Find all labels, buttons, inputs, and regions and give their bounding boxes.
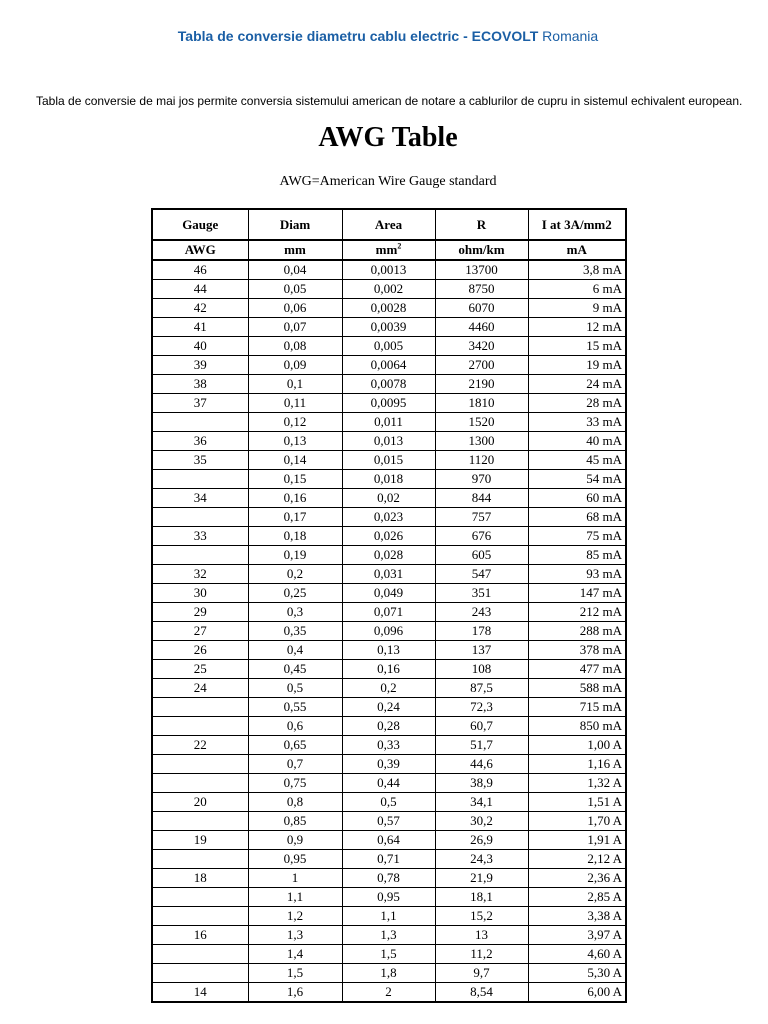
cell-gauge (152, 755, 248, 774)
cell-r: 757 (435, 508, 528, 527)
cell-diam: 0,05 (248, 280, 342, 299)
unit-gauge: AWG (152, 240, 248, 260)
cell-gauge: 27 (152, 622, 248, 641)
header-r: R (435, 209, 528, 240)
cell-area: 2 (342, 983, 435, 1003)
cell-current: 54 mA (528, 470, 626, 489)
cell-r: 1810 (435, 394, 528, 413)
cell-diam: 0,3 (248, 603, 342, 622)
cell-diam: 0,18 (248, 527, 342, 546)
cell-area: 0,028 (342, 546, 435, 565)
cell-current: 1,00 A (528, 736, 626, 755)
cell-diam: 0,17 (248, 508, 342, 527)
table-row (152, 641, 626, 660)
cell-diam: 0,15 (248, 470, 342, 489)
cell-current: 1,32 A (528, 774, 626, 793)
cell-r: 13700 (435, 260, 528, 280)
cell-r: 8750 (435, 280, 528, 299)
cell-r: 2700 (435, 356, 528, 375)
cell-r: 844 (435, 489, 528, 508)
table-row (152, 394, 626, 413)
table-row (152, 546, 626, 565)
cell-current: 288 mA (528, 622, 626, 641)
cell-gauge: 44 (152, 280, 248, 299)
cell-diam: 0,8 (248, 793, 342, 812)
cell-current: 9 mA (528, 299, 626, 318)
cell-r: 13 (435, 926, 528, 945)
cell-gauge (152, 907, 248, 926)
cell-area: 0,049 (342, 584, 435, 603)
table-row (152, 527, 626, 546)
cell-gauge (152, 850, 248, 869)
table-row (152, 432, 626, 451)
cell-diam: 1,6 (248, 983, 342, 1003)
intro-paragraph: Tabla de conversie de mai jos permite conversia sistemului american de notare a cablurilor de cupru in sistemul echivalent european. (36, 94, 743, 108)
table-row (152, 755, 626, 774)
cell-r: 3420 (435, 337, 528, 356)
cell-current: 2,36 A (528, 869, 626, 888)
cell-diam: 0,85 (248, 812, 342, 831)
cell-diam: 0,1 (248, 375, 342, 394)
cell-r: 351 (435, 584, 528, 603)
cell-area: 1,3 (342, 926, 435, 945)
cell-gauge (152, 698, 248, 717)
cell-area: 1,1 (342, 907, 435, 926)
cell-current: 715 mA (528, 698, 626, 717)
table-row (152, 299, 626, 318)
table-row (152, 717, 626, 736)
cell-r: 21,9 (435, 869, 528, 888)
cell-diam: 0,5 (248, 679, 342, 698)
cell-r: 18,1 (435, 888, 528, 907)
table-row (152, 603, 626, 622)
table-row (152, 736, 626, 755)
cell-gauge: 36 (152, 432, 248, 451)
cell-gauge: 39 (152, 356, 248, 375)
cell-gauge: 20 (152, 793, 248, 812)
cell-diam: 0,12 (248, 413, 342, 432)
cell-current: 850 mA (528, 717, 626, 736)
cell-diam: 0,7 (248, 755, 342, 774)
cell-r: 547 (435, 565, 528, 584)
cell-gauge: 46 (152, 260, 248, 280)
awg-table-subtitle: AWG=American Wire Gauge standard (279, 174, 497, 189)
cell-area: 0,013 (342, 432, 435, 451)
cell-current: 93 mA (528, 565, 626, 584)
cell-current: 40 mA (528, 432, 626, 451)
cell-area: 0,78 (342, 869, 435, 888)
cell-diam: 1 (248, 869, 342, 888)
cell-area: 0,071 (342, 603, 435, 622)
cell-current: 378 mA (528, 641, 626, 660)
cell-gauge: 16 (152, 926, 248, 945)
cell-diam: 0,35 (248, 622, 342, 641)
cell-current: 477 mA (528, 660, 626, 679)
cell-gauge (152, 812, 248, 831)
cell-diam: 1,3 (248, 926, 342, 945)
cell-diam: 0,75 (248, 774, 342, 793)
cell-diam: 0,25 (248, 584, 342, 603)
table-row (152, 280, 626, 299)
cell-current: 19 mA (528, 356, 626, 375)
cell-r: 9,7 (435, 964, 528, 983)
cell-area: 0,0028 (342, 299, 435, 318)
cell-r: 1300 (435, 432, 528, 451)
table-row (152, 318, 626, 337)
cell-gauge: 29 (152, 603, 248, 622)
cell-current: 45 mA (528, 451, 626, 470)
cell-diam: 0,07 (248, 318, 342, 337)
cell-diam: 0,95 (248, 850, 342, 869)
cell-diam: 0,19 (248, 546, 342, 565)
cell-r: 51,7 (435, 736, 528, 755)
table-row (152, 413, 626, 432)
table-row (152, 831, 626, 850)
table-row (152, 812, 626, 831)
table-row (152, 945, 626, 964)
cell-area: 1,8 (342, 964, 435, 983)
table-row (152, 260, 626, 280)
cell-area: 0,39 (342, 755, 435, 774)
cell-diam: 1,2 (248, 907, 342, 926)
cell-diam: 0,14 (248, 451, 342, 470)
cell-diam: 0,55 (248, 698, 342, 717)
cell-diam: 0,6 (248, 717, 342, 736)
cell-current: 85 mA (528, 546, 626, 565)
cell-r: 605 (435, 546, 528, 565)
cell-area: 0,005 (342, 337, 435, 356)
unit-current: mA (528, 240, 626, 260)
unit-area-exponent: 2 (397, 241, 402, 251)
cell-gauge: 33 (152, 527, 248, 546)
header-title-suffix: Romania (538, 28, 599, 44)
cell-current: 3,38 A (528, 907, 626, 926)
cell-gauge (152, 717, 248, 736)
cell-gauge: 35 (152, 451, 248, 470)
table-row (152, 698, 626, 717)
header-current: I at 3A/mm2 (528, 209, 626, 240)
cell-diam: 0,08 (248, 337, 342, 356)
cell-current: 588 mA (528, 679, 626, 698)
cell-gauge: 24 (152, 679, 248, 698)
cell-current: 1,16 A (528, 755, 626, 774)
cell-area: 0,64 (342, 831, 435, 850)
cell-gauge (152, 413, 248, 432)
cell-current: 2,85 A (528, 888, 626, 907)
header-gauge: Gauge (152, 209, 248, 240)
table-row (152, 926, 626, 945)
cell-area: 0,0039 (342, 318, 435, 337)
cell-diam: 0,9 (248, 831, 342, 850)
table-row (152, 470, 626, 489)
awg-conversion-table (151, 208, 627, 1003)
cell-gauge (152, 546, 248, 565)
cell-area: 0,02 (342, 489, 435, 508)
cell-r: 970 (435, 470, 528, 489)
cell-r: 676 (435, 527, 528, 546)
cell-diam: 0,65 (248, 736, 342, 755)
cell-diam: 0,13 (248, 432, 342, 451)
cell-area: 0,018 (342, 470, 435, 489)
cell-gauge: 30 (152, 584, 248, 603)
table-row (152, 508, 626, 527)
cell-r: 137 (435, 641, 528, 660)
cell-diam: 0,11 (248, 394, 342, 413)
cell-gauge: 18 (152, 869, 248, 888)
cell-gauge: 34 (152, 489, 248, 508)
cell-diam: 0,4 (248, 641, 342, 660)
cell-current: 1,91 A (528, 831, 626, 850)
table-row (152, 337, 626, 356)
cell-area: 0,95 (342, 888, 435, 907)
unit-area-base: mm (375, 242, 398, 257)
cell-area: 0,44 (342, 774, 435, 793)
cell-area: 0,026 (342, 527, 435, 546)
table-row (152, 565, 626, 584)
cell-gauge: 42 (152, 299, 248, 318)
cell-r: 24,3 (435, 850, 528, 869)
cell-r: 34,1 (435, 793, 528, 812)
cell-current: 75 mA (528, 527, 626, 546)
cell-gauge: 32 (152, 565, 248, 584)
cell-area: 0,24 (342, 698, 435, 717)
cell-gauge: 19 (152, 831, 248, 850)
cell-current: 33 mA (528, 413, 626, 432)
cell-r: 1120 (435, 451, 528, 470)
cell-r: 26,9 (435, 831, 528, 850)
cell-diam: 1,4 (248, 945, 342, 964)
cell-current: 15 mA (528, 337, 626, 356)
cell-current: 60 mA (528, 489, 626, 508)
cell-current: 147 mA (528, 584, 626, 603)
cell-area: 0,28 (342, 717, 435, 736)
table-row (152, 907, 626, 926)
cell-r: 38,9 (435, 774, 528, 793)
cell-r: 178 (435, 622, 528, 641)
header-area: Area (342, 209, 435, 240)
table-row (152, 622, 626, 641)
table-row (152, 489, 626, 508)
cell-area: 0,71 (342, 850, 435, 869)
cell-area: 0,096 (342, 622, 435, 641)
cell-gauge (152, 945, 248, 964)
cell-diam: 1,5 (248, 964, 342, 983)
cell-current: 212 mA (528, 603, 626, 622)
table-units-row (152, 240, 626, 260)
cell-r: 15,2 (435, 907, 528, 926)
table-row (152, 964, 626, 983)
cell-gauge (152, 774, 248, 793)
cell-gauge: 25 (152, 660, 248, 679)
cell-diam: 1,1 (248, 888, 342, 907)
table-row (152, 793, 626, 812)
cell-current: 28 mA (528, 394, 626, 413)
cell-area: 0,015 (342, 451, 435, 470)
table-row (152, 888, 626, 907)
cell-gauge (152, 470, 248, 489)
cell-current: 3,8 mA (528, 260, 626, 280)
cell-current: 12 mA (528, 318, 626, 337)
cell-current: 24 mA (528, 375, 626, 394)
cell-r: 108 (435, 660, 528, 679)
table-row (152, 375, 626, 394)
cell-area: 0,031 (342, 565, 435, 584)
cell-r: 243 (435, 603, 528, 622)
header-diam: Diam (248, 209, 342, 240)
cell-area: 0,0064 (342, 356, 435, 375)
cell-gauge: 40 (152, 337, 248, 356)
cell-area: 0,13 (342, 641, 435, 660)
cell-r: 30,2 (435, 812, 528, 831)
cell-area: 0,0078 (342, 375, 435, 394)
cell-r: 87,5 (435, 679, 528, 698)
cell-gauge (152, 888, 248, 907)
cell-gauge: 22 (152, 736, 248, 755)
cell-current: 5,30 A (528, 964, 626, 983)
table-row (152, 850, 626, 869)
cell-current: 2,12 A (528, 850, 626, 869)
cell-diam: 0,16 (248, 489, 342, 508)
cell-diam: 0,2 (248, 565, 342, 584)
table-row (152, 774, 626, 793)
table-header-row (152, 209, 626, 240)
cell-current: 6 mA (528, 280, 626, 299)
cell-diam: 0,04 (248, 260, 342, 280)
cell-gauge: 26 (152, 641, 248, 660)
unit-r: ohm/km (435, 240, 528, 260)
cell-diam: 0,45 (248, 660, 342, 679)
cell-r: 11,2 (435, 945, 528, 964)
cell-area: 0,011 (342, 413, 435, 432)
table-row (152, 679, 626, 698)
table-row (152, 356, 626, 375)
cell-current: 68 mA (528, 508, 626, 527)
cell-area: 0,002 (342, 280, 435, 299)
table-body (152, 260, 626, 1002)
cell-r: 1520 (435, 413, 528, 432)
table-row (152, 451, 626, 470)
cell-current: 1,51 A (528, 793, 626, 812)
cell-area: 0,0095 (342, 394, 435, 413)
table-row (152, 869, 626, 888)
cell-r: 60,7 (435, 717, 528, 736)
cell-gauge: 37 (152, 394, 248, 413)
cell-area: 0,5 (342, 793, 435, 812)
cell-r: 4460 (435, 318, 528, 337)
cell-area: 0,16 (342, 660, 435, 679)
cell-diam: 0,09 (248, 356, 342, 375)
cell-gauge: 41 (152, 318, 248, 337)
awg-table-title: AWG Table (318, 122, 458, 153)
cell-gauge (152, 964, 248, 983)
cell-area: 0,33 (342, 736, 435, 755)
cell-diam: 0,06 (248, 299, 342, 318)
cell-area: 0,0013 (342, 260, 435, 280)
cell-r: 44,6 (435, 755, 528, 774)
cell-current: 4,60 A (528, 945, 626, 964)
table-row (152, 983, 626, 1003)
cell-current: 3,97 A (528, 926, 626, 945)
cell-gauge: 38 (152, 375, 248, 394)
cell-r: 8,54 (435, 983, 528, 1003)
cell-area: 0,2 (342, 679, 435, 698)
table-row (152, 584, 626, 603)
unit-area (342, 240, 435, 260)
cell-gauge: 14 (152, 983, 248, 1003)
cell-r: 6070 (435, 299, 528, 318)
header-title-main: Tabla de conversie diametru cablu electric - ECOVOLT (177, 28, 539, 44)
cell-gauge (152, 508, 248, 527)
cell-area: 0,023 (342, 508, 435, 527)
cell-current: 1,70 A (528, 812, 626, 831)
cell-r: 72,3 (435, 698, 528, 717)
cell-r: 2190 (435, 375, 528, 394)
unit-diam: mm (248, 240, 342, 260)
page-header-title[interactable] (0, 28, 768, 44)
cell-area: 0,57 (342, 812, 435, 831)
cell-area: 1,5 (342, 945, 435, 964)
table-row (152, 660, 626, 679)
cell-current: 6,00 A (528, 983, 626, 1003)
